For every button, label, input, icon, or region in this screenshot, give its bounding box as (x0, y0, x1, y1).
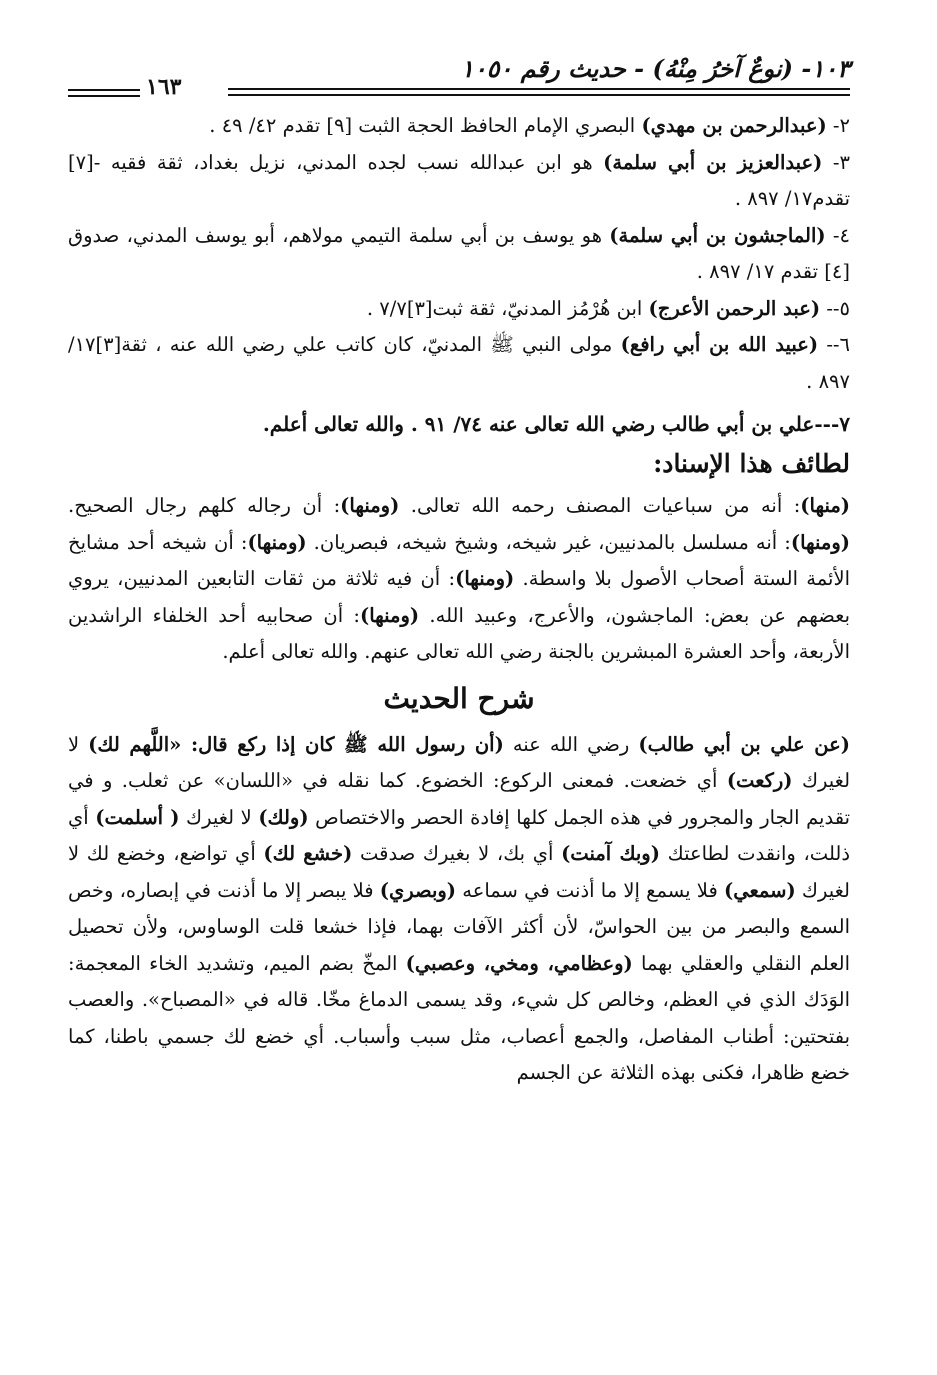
bold-marker: (منها) (800, 494, 851, 517)
bold-marker: (ومنها) (360, 603, 420, 627)
paragraph-text: أي تواضع، وخضع لك لا لغيرك (68, 842, 850, 902)
bold-marker: (ومنها) (340, 494, 400, 517)
paragraph-text: فلا يبصر إلا ما أذنت في إبصاره، وخص السمع والبصر من بين الحواسّ، لأن أكثر الآفات بهما، فإذا خشعا قلت الوساوس، ولأن تحصيل العلم النقلي والعقلي بهما (68, 878, 851, 975)
paragraph-text: أي ذللت، وانقدت لطاعتك (68, 805, 851, 865)
bold-quote: ( أسلمت) (95, 805, 180, 829)
page-content (68, 108, 850, 1092)
paragraph-text: : أن صحابيه أحد الخلفاء الراشدين الأربعة، وأحد العشرة المبشرين بالجنة رضي الله تعالى عنهم. والله تعالى أعلم. (68, 603, 850, 663)
narrator-number: ٤- (832, 223, 850, 247)
paragraph-text: : أن رجاله كلهم رجال الصحيح. (68, 494, 341, 517)
subheading-isnad-subtleties: لطائف هذا الإسناد: (653, 449, 850, 478)
narrator-text: مولى النبي ﷺ المدنيّ، كان كاتب علي رضي الله عنه ، ثقة[٣]١٧/ ٨٩٧ . (68, 333, 850, 393)
narrator-entry (68, 218, 850, 291)
header-rule (228, 88, 850, 96)
narrator-entry (68, 327, 850, 400)
bold-marker: (ومنها) (455, 567, 515, 590)
paragraph-text: المخّ بضم الميم، وتشديد الخاء المعجمة: الوَدَك الذي في العظم، وخالص كل شيء، وقد يسمى الدماغ مخّا. قاله في «المصباح». والعصب بفتحتين: أطناب المفاصل، والجمع أعصاب، مثل سبب وأسباب. أي خضع لك جسمي باطنا، كما خضع ظاهرا، فكنى بهذه الثلاثة عن الجسم (68, 951, 850, 1084)
page-header (68, 48, 850, 108)
bold-quote: (وبصري) (379, 878, 457, 902)
paragraph-text: : أنه من سباعيات المصنف رحمه الله تعالى. (399, 494, 801, 517)
bold-quote: (وبك آمنت) (561, 842, 660, 865)
bold-quote: (وعظامي، ومخي، وعصبي) (405, 951, 633, 975)
narrator-number: ٦-- (826, 333, 851, 356)
paragraph-text: لا لغيرك (68, 732, 851, 792)
narrator-entry (68, 145, 850, 218)
bold-quote: (أن رسول الله ﷺ كان إذا ركع قال: «اللَّهم لك) (88, 732, 504, 756)
paragraph-text: : أن شيخه أحد مشايخ الأئمة الستة أصحاب الأصول بلا واسطة. (68, 530, 850, 590)
narrator-name: (عبيد الله بن أبي رافع) (620, 333, 819, 356)
narrator-list (68, 108, 850, 400)
isnad-subtleties-paragraph (68, 488, 850, 671)
running-head: ١٠٣- (نوعٌ آخرُ مِنْهُ) - حديث رقم ١٠٥٠ (460, 54, 850, 83)
narrator-text: هو ابن عبدالله نسب لجده المدني، نزيل بغداد، ثقة فقيه -[٧] تقدم١٧/ ٨٩٧ . (68, 150, 850, 210)
bold-quote: (عن علي بن أبي طالب) (638, 732, 851, 756)
page (68, 48, 850, 1348)
bold-quote: (ركعت) (726, 769, 793, 792)
narrator-number: ٥-- (826, 296, 850, 320)
page-number-rule (68, 89, 140, 97)
narrator-entry (68, 291, 850, 328)
section-title-hadith-explanation: شرح الحديث (383, 681, 535, 715)
bold-marker: (ومنها) (790, 530, 850, 554)
bold-quote: (خشع لك) (263, 842, 353, 865)
narrator-number: ٣- (832, 150, 850, 174)
paragraph-text: : أنه مسلسل بالمدنيين، غير شيخه، وشيخ شيخه، فبصريان. (306, 530, 791, 554)
narrator-text: هو يوسف بن أبي سلمة التيمي مولاهم، أبو يوسف المدني، صدوق [٤] تقدم ١٧/ ٨٩٧ . (68, 223, 850, 283)
narrator-name: (عبدالرحمن بن مهدي) (641, 114, 827, 137)
narrator-text: البصري الإمام الحافظ الحجة الثبت [٩] تقدم ٤٢/ ٤٩ . (209, 114, 642, 137)
narrator-entry (68, 108, 850, 145)
narrator-name: (الماجشون بن أبي سلمة) (609, 223, 826, 247)
paragraph-text: رضي الله عنه (503, 732, 639, 756)
page-number: ١٦٣ (146, 74, 182, 100)
paragraph-text: أي بك، لا بغيرك صدقت (352, 842, 562, 865)
paragraph-text: أي خضعت. فمعنى الركوع: الخضوع. كما نقله في «اللسان» عن ثعلب. و في تقديم الجار والمجرور في هذه الجمل كلها إفادة الحصر والاختصاص (68, 769, 851, 829)
bold-marker: (ومنها) (247, 530, 307, 554)
bold-quote: (سمعي) (723, 878, 796, 902)
narrator-name: (عبد الرحمن الأعرج) (648, 296, 821, 320)
narrator-text: ابن هُرْمُز المدنيّ، ثقة ثبت[٣]٧/٧ . (366, 296, 649, 320)
paragraph-text: : أن فيه ثلاثة من ثقات التابعين المدنيين، يروي بعضهم عن بعض: الماجشون، والأعرج، وعبيد الله. (68, 567, 850, 627)
paragraph-text: فلا يسمع إلا ما أذنت في سماعه (456, 878, 724, 902)
hadith-explanation-paragraph (68, 727, 850, 1092)
paragraph-text: لا لغيرك (179, 805, 259, 829)
narrator-name: (عبدالعزيز بن أبي سلمة) (603, 150, 823, 174)
final-narrator-line: ٧---علي بن أبي طالب رضي الله تعالى عنه ٧٤/ ٩١ . والله تعالى أعلم. (262, 412, 850, 436)
narrator-number: ٢- (832, 114, 850, 137)
bold-quote: (ولك) (258, 805, 309, 829)
